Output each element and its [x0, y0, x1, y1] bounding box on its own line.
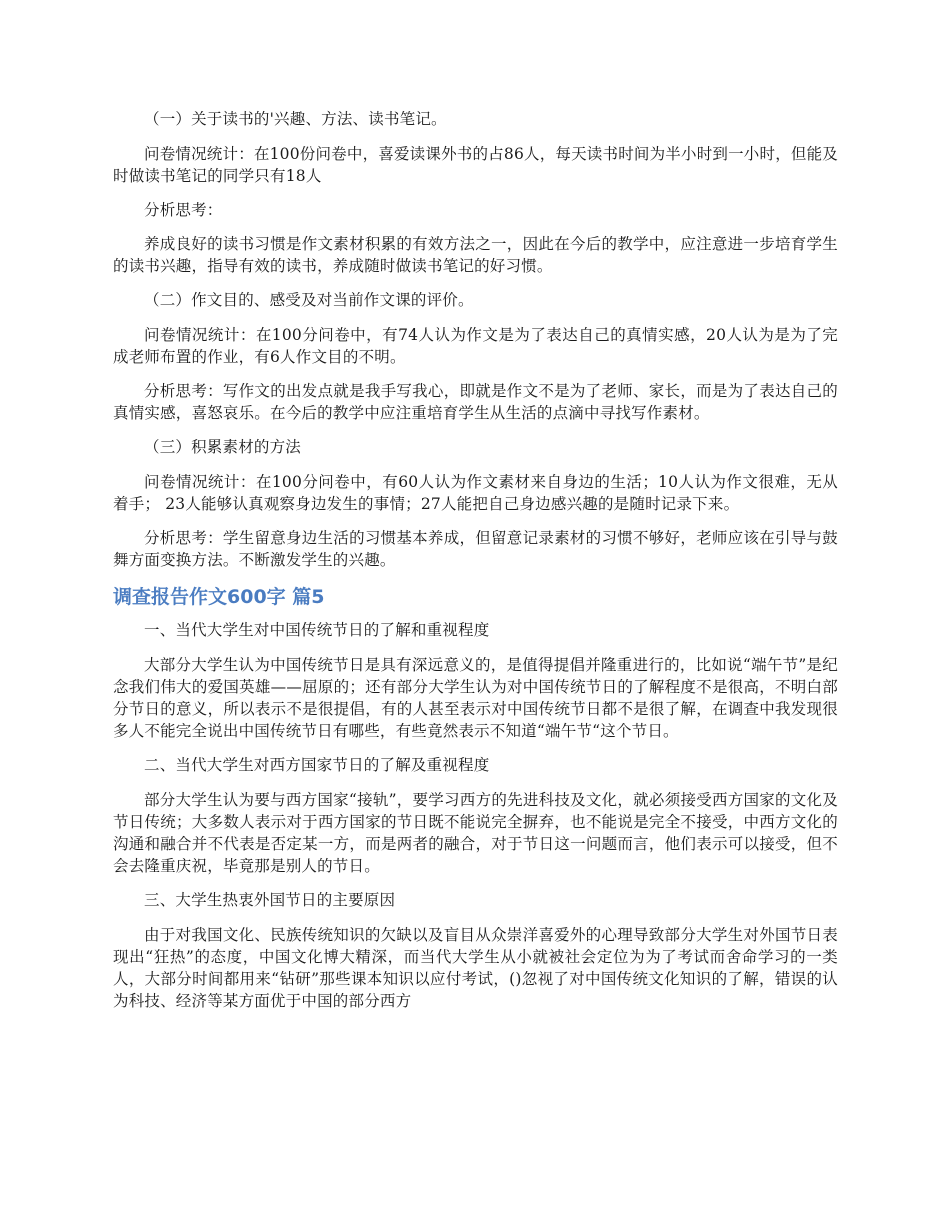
part3-heading: 三、大学生热衷外国节日的主要原因 — [144, 891, 396, 909]
part1-heading: 一、当代大学生对中国传统节日的了解和重视程度 — [144, 621, 490, 639]
section1-heading: （一）关于读书的'兴趣、方法、读书笔记。 — [144, 110, 447, 128]
section2-analysis: 分析思考：写作文的出发点就是我手写我心，即就是作文不是为了老师、家长，而是为了表达自己的真情实感，喜怒哀乐。在今后的教学中应注重培育学生从生活的点滴中寻找写作素材。 — [113, 382, 838, 422]
section3-heading: （三）积累素材的方法 — [144, 438, 302, 456]
section3-analysis: 分析思考：学生留意身边生活的习惯基本养成，但留意记录素材的习惯不够好，老师应该在引导与鼓舞方面变换方法。不断激发学生的兴趣。 — [113, 529, 838, 569]
section1-stats: 问卷情况统计：在100份问卷中，喜爱读课外书的占86人，每天读书时间为半小时到一小时，但能及时做读书笔记的同学只有18人 — [113, 145, 839, 185]
section2-heading: （二）作文目的、感受及对当前作文课的评价。 — [144, 291, 474, 309]
document-page — [113, 108, 838, 1024]
part2-heading: 二、当代大学生对西方国家节日的了解及重视程度 — [144, 756, 490, 774]
article-title: 调查报告作文600字 篇5 — [113, 586, 325, 608]
part2-body: 部分大学生认为要与西方国家“接轨”，要学习西方的先进科技及文化，就必须接受西方国家的文化及节日传统；大多数人表示对于西方国家的节日既不能说完全摒弃，也不能说是完全不接受，中西方文化的沟通和融合并不代表是否定某一方，而是两者的融合，对于节日这一问题而言，他们表示可以接受，但不会去隆重庆祝，毕竟那是别人的节日。 — [113, 791, 838, 875]
section1-analysis-label: 分析思考： — [144, 201, 223, 219]
section1-analysis: 养成良好的读书习惯是作文素材积累的有效方法之一，因此在今后的教学中，应注意进一步培育学生的读书兴趣，指导有效的读书，养成随时做读书笔记的好习惯。 — [113, 235, 838, 275]
part1-body: 大部分大学生认为中国传统节日是具有深远意义的，是值得提倡并隆重进行的，比如说“端午节”是纪念我们伟大的爱国英雄——屈原的；还有部分大学生认为对中国传统节日的了解程度不是很高，不明白部分节日的意义，所以表示不是很提倡，有的人甚至表示对中国传统节日都不是很了解，在调查中我发现很多人不能完全说出中国传统节日有哪些，有些竟然表示不知道“端午节“这个节日。 — [113, 656, 838, 740]
part3-body: 由于对我国文化、民族传统知识的欠缺以及盲目从众崇洋喜爱外的心理导致部分大学生对外国节日表现出“狂热”的态度，中国文化博大精深，而当代大学生从小就被社会定位为为了考试而舍命学习的一类人，大部分时间都用来“钻研”那些课本知识以应付考试，()忽视了对中国传统文化知识的了解，错误的认为科技、经济等某方面优于中国的部分西方 — [113, 926, 838, 1010]
section3-stats: 问卷情况统计：在100分问卷中，有60人认为作文素材来自身边的生活；10人认为作文很难，无从着手； 23人能够认真观察身边发生的事情；27人能把自己身边感兴趣的是随时记录下来。 — [113, 473, 838, 513]
section2-stats: 问卷情况统计：在100分问卷中，有74人认为作文是为了表达自己的真情实感，20人认为是为了完成老师布置的作业，有6人作文目的不明。 — [113, 326, 838, 366]
